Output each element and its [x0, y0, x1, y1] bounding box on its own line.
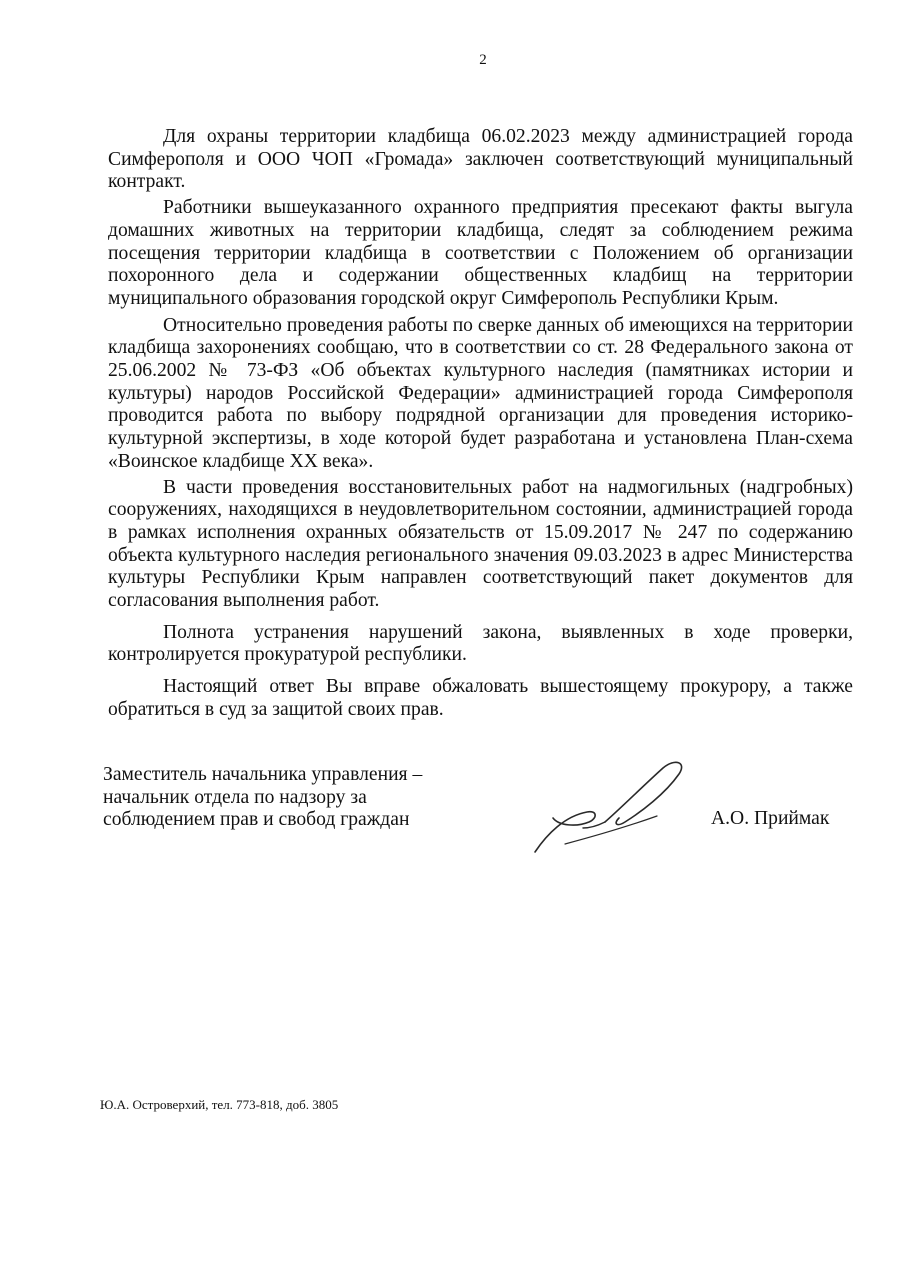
signer-position-line: начальник отдела по надзору за: [103, 786, 367, 808]
paragraph-prosecutor-control: Полнота устранения нарушений закона, выявленных в ходе проверки, контролируется прокуратурой республики.: [108, 621, 853, 666]
executor-contact: Ю.А. Островерхий, тел. 773-818, доб. 3805: [100, 1097, 339, 1112]
page-number: 2: [479, 52, 487, 68]
signer-position-line: соблюдением прав и свобод граждан: [103, 809, 410, 831]
signer-name: А.О. Приймак: [711, 808, 830, 829]
paragraph-guard-duties: Работники вышеуказанного охранного предприятия пресекают факты выгула домашних животных на территории кладбища, следят за соблюдением режима посещения территории кладбища в соответствии с Положением об организации похоронного дела и содержании общественных кладбищ на территории муниципального образования городской округ Симферополь Республики Крым.: [108, 197, 853, 309]
paragraph-security-contract: Для охраны территории кладбища 06.02.2023 между администрацией города Симферополя и ООО ЧОП «Громада» заключен соответствующий муниципальный контракт.: [108, 126, 853, 193]
paragraph-restoration-works: В части проведения восстановительных работ на надмогильных (надгробных) сооружениях, находящихся в неудовлетворительном состоянии, администрацией города в рамках исполнения охранных обязательств от 15.09.2017 № 247 по содержанию объекта культурного наследия регионального значения 09.03.2023 в адрес Министерства культуры Республики Крым направлен соответствующий пакет документов для согласования выполнения работ.: [108, 476, 853, 612]
signer-position: [103, 764, 463, 832]
signer-position-line: Заместитель начальника управления –: [103, 764, 423, 785]
paragraph-burial-records: Относительно проведения работы по сверке данных об имеющихся на территории кладбища захоронениях сообщаю, что в соответствии со ст. 28 Федерального закона от 25.06.2002 № 73-ФЗ «Об объектах культурного наследия (памятниках истории и культуры) народов Российской Федерации» администрацией города Симферополя проводится работа по выбору подрядной организации для проведения историко-культурной экспертизы, в ходе которой будет разработана и установлена План-схема «Воинское кладбище XX века».: [108, 314, 853, 472]
paragraph-appeal-rights: Настоящий ответ Вы вправе обжаловать вышестоящему прокурору, а также обратиться в суд за защитой своих прав.: [108, 676, 853, 720]
letter-body: [108, 126, 853, 722]
handwritten-signature: [525, 748, 705, 863]
